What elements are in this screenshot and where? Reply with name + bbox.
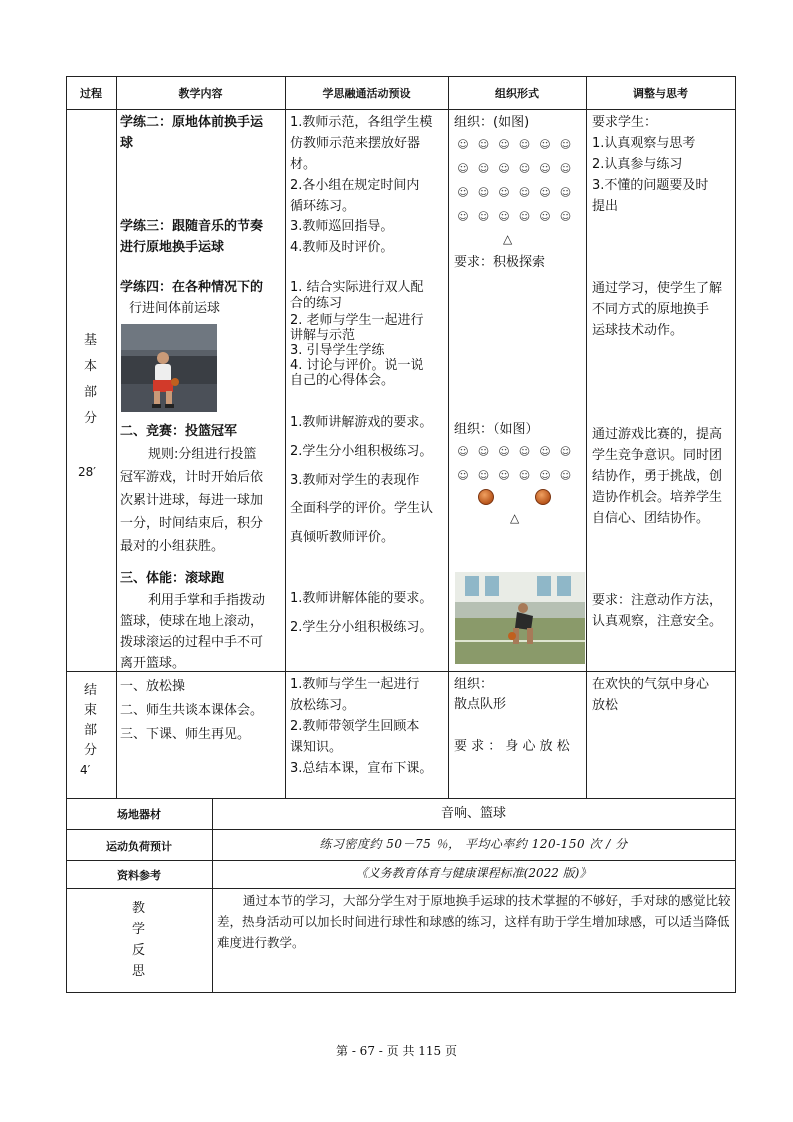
header-process: 过程 [80,87,102,100]
student-icon: ☺ [559,469,572,482]
basketball-icon [535,489,551,505]
student-icon: ☺ [457,186,469,199]
org1-title: 组织：(如图) [454,115,530,130]
student-icon: ☺ [539,469,551,482]
equipment-label: 场地器材 [117,808,161,821]
basketball-icon [478,489,494,505]
end-org-title: 组织： [454,677,494,692]
student-icon: ☺ [498,138,510,151]
fitness-title: 三、体能：滚球跑 [120,571,225,586]
student-icon: ☺ [559,210,572,223]
header-content: 教学内容 [178,87,223,100]
load-label: 运动负荷预计 [106,840,172,853]
student-icon: ☺ [477,162,490,175]
student-icon: ☺ [518,445,531,458]
dribbling-photo [121,324,217,412]
student-icon: ☺ [518,210,531,223]
student-icon: ☺ [559,445,572,458]
student-icon: ☺ [518,162,531,175]
rolling-ball-photo [455,572,585,664]
student-icon: ☺ [518,138,531,151]
student-icon: ☺ [559,162,572,175]
student-icon: ☺ [477,210,490,223]
student-icon: ☺ [498,186,510,199]
end-item: 一、放松操 [120,679,186,694]
student-icon: ☺ [477,445,490,458]
student-icon: ☺ [539,210,551,223]
end-item: 三、下课、师生再见。 [120,727,251,742]
student-icon: ☺ [477,469,490,482]
student-icon: ☺ [518,186,531,199]
competition-title: 二、竞赛：投篮冠军 [120,424,238,439]
student-icon: ☺ [498,210,510,223]
reference-value: 《义务教育体育与健康课程标准(2022 版)》 [355,866,592,880]
end-org-form: 散点队形 [454,697,507,712]
student-icon: ☺ [498,469,510,482]
drill2-title: 学练二：原地体前换手运 [120,115,264,130]
student-icon: ☺ [539,138,551,151]
student-icon: ☺ [539,162,551,175]
load-value: 练习密度约 50－75 ％， 平均心率约 120-150 次 / 分 [319,837,628,851]
header-reflection: 调整与思考 [633,87,688,100]
drill3-title: 学练三：跟随音乐的节奏 [120,219,264,234]
student-icon: ☺ [457,138,469,151]
end-item: 二、师生共谈本课体会。 [120,703,264,718]
header-organization: 组织形式 [495,87,539,100]
student-icon: ☺ [457,445,469,458]
end-org-requirement: 要 求 ： 身 心 放 松 [454,739,570,754]
student-icon: ☺ [457,210,469,223]
section-basic-time: 28′ [78,465,96,479]
student-icon: ☺ [457,469,469,482]
student-icon: ☺ [539,186,551,199]
section-end-time: 4′ [80,763,91,777]
student-icon: ☺ [539,445,551,458]
teacher-icon: △ [510,511,520,525]
student-icon: ☺ [518,469,531,482]
student-icon: ☺ [477,186,490,199]
header-activity: 学思融通活动预设 [322,87,411,100]
teacher-icon: △ [503,232,513,246]
student-icon: ☺ [498,445,510,458]
drill4-title: 学练四：在各种情况下的 [120,280,264,295]
student-icon: ☺ [559,186,572,199]
student-icon: ☺ [457,162,469,175]
page-number: 第 - 67 - 页 共 115 页 [336,1044,457,1058]
equipment-value: 音响、篮球 [440,806,506,821]
teaching-reflection-text: 通过本节的学习，大部分学生对于原地换手运球的技术掌握的不够好，手对球的感觉比较差，热身活动可以加长时间进行球性和球感的练习，这样有助于学生增加球感，可以适当降低难度进行教学。 [217,893,731,950]
student-icon: ☺ [559,138,572,151]
org1-requirement: 要求：积极探索 [454,255,546,270]
student-icon: ☺ [498,162,510,175]
org2-title: 组织：（如图） [454,422,539,437]
reference-label: 资料参考 [117,869,161,882]
student-icon: ☺ [477,138,490,151]
